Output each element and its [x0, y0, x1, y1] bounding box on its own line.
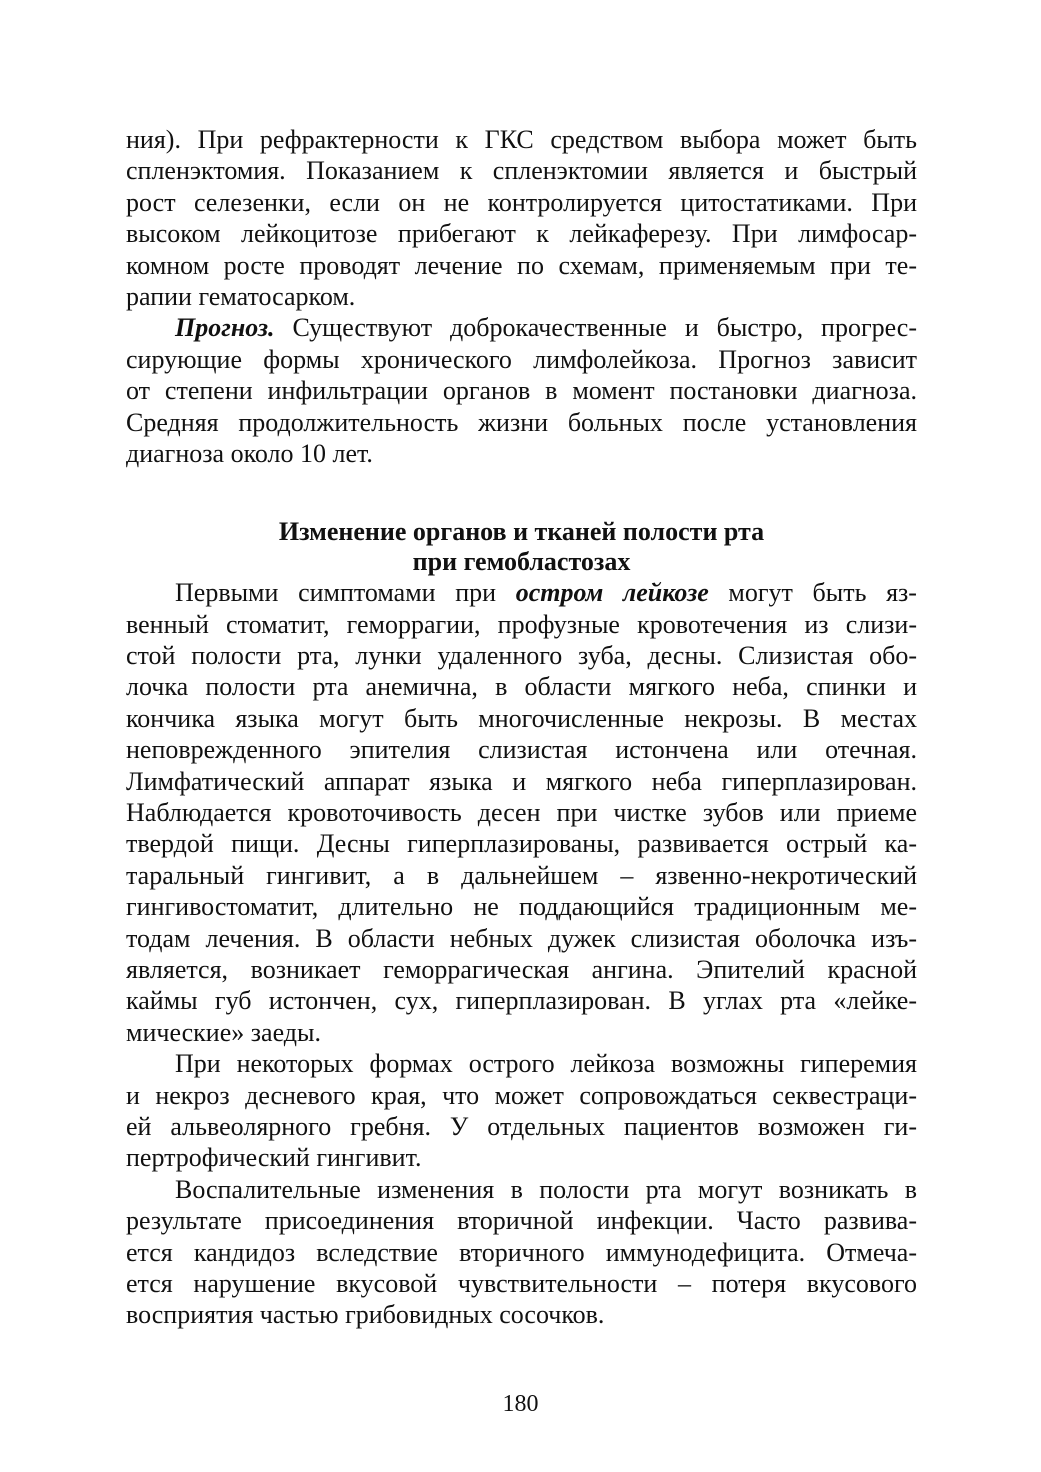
paragraph-acute-leukemia: [126, 577, 917, 1048]
section-heading: [126, 517, 917, 577]
text-span: могут быть яз-: [708, 578, 917, 608]
text-line: неповрежденного эпителия слизистая истончена или отечная.: [126, 735, 917, 765]
text-line: ется кандидоз вследствие вторичного иммунодефицита. Отмеча-: [126, 1237, 917, 1267]
text-line: таральный гингивит, а в дальнейшем – язвенно-некротический: [126, 860, 917, 890]
paragraph-gingival-changes: [126, 1048, 917, 1174]
text-line: венный стоматит, геморрагии, профузные кровотечения из слизи-: [126, 609, 917, 639]
text-line: является, возникает геморрагическая ангина. Эпителий красной: [126, 954, 917, 984]
text-line: кончика языка могут быть многочисленные некрозы. В местах: [126, 703, 917, 733]
text-line: ей альвеолярного гребня. У отдельных пациентов возможен ги-: [126, 1111, 917, 1141]
text-span: Существуют доброкачественные и быстро, прогрес-: [274, 313, 917, 343]
text-line: диагноза около 10 лет.: [126, 438, 373, 468]
text-line: комном росте проводят лечение по схемам, применяемым при те-: [126, 250, 917, 280]
text-line: сирующие формы хронического лимфолейкоза. Прогноз зависит: [126, 344, 917, 374]
text-line: [126, 312, 917, 343]
text-line: гингивостоматит, длительно не поддающийся традиционным ме-: [126, 892, 917, 922]
text-line: [126, 577, 917, 608]
text-line: ется нарушение вкусовой чувствительности – потеря вкусового: [126, 1268, 917, 1298]
section-gap: [126, 469, 917, 517]
text-line: и некроз десневого края, что может сопровождаться секвестраци-: [126, 1080, 917, 1110]
text-span: Первыми симптомами при: [175, 578, 516, 608]
page-body: [126, 124, 917, 1424]
text-line: восприятия частью грибовидных сосочков.: [126, 1300, 605, 1330]
text-line: Средняя продолжительность жизни больных после установления: [126, 407, 917, 437]
text-line: ния). При рефрактерности к ГКС средством выбора может быть: [126, 125, 917, 154]
text-line: рост селезенки, если он не контролируется цитостатиками. При: [126, 187, 917, 217]
text-line: результате присоединения вторичной инфекции. Часто развива-: [126, 1206, 917, 1236]
text-line: тодам лечения. В области небных дужек слизистая оболочка изъ-: [126, 923, 917, 953]
paragraph-continuation: [126, 124, 917, 312]
paragraph-inflammation: [126, 1174, 917, 1331]
text-line: Наблюдается кровоточивость десен при чистке зубов или приеме: [126, 798, 917, 828]
prognosis-label: Прогноз.: [175, 313, 275, 343]
heading-line: при гемобластозах: [412, 547, 631, 577]
text-line: твердой пищи. Десны гиперплазированы, развивается острый ка-: [126, 829, 917, 859]
text-line: Воспалительные изменения в полости рта могут возникать в: [175, 1174, 917, 1204]
text-line: стой полости рта, лунки удаленного зуба, десны. Слизистая обо-: [126, 641, 917, 671]
text-line: каймы губ истончен, сух, гиперплазирован. В углах рта «лейке-: [126, 986, 917, 1016]
paragraph-prognosis: [126, 312, 917, 469]
text-line: пертрофический гингивит.: [126, 1143, 422, 1173]
text-line: рапии гематосарком.: [126, 281, 356, 311]
text-line: мические» заеды.: [126, 1017, 321, 1047]
text-line: Лимфатический аппарат языка и мягкого неба гиперплазирован.: [126, 766, 917, 796]
text-line: от степени инфильтрации органов в момент постановки диагноза.: [126, 376, 917, 406]
emphasis-term: остром лейкозе: [515, 578, 709, 608]
heading-line: Изменение органов и тканей полости рта: [278, 517, 765, 547]
page-number: 180: [502, 1391, 539, 1417]
text-line: лочка полости рта анемична, в области мягкого неба, спинки и: [126, 672, 917, 702]
text-line: высоком лейкоцитозе прибегают к лейкаферезу. При лимфосар-: [126, 219, 917, 249]
text-line: При некоторых формах острого лейкоза возможны гиперемия: [175, 1049, 917, 1079]
text-line: спленэктомия. Показанием к спленэктомии является и быстрый: [126, 156, 917, 186]
